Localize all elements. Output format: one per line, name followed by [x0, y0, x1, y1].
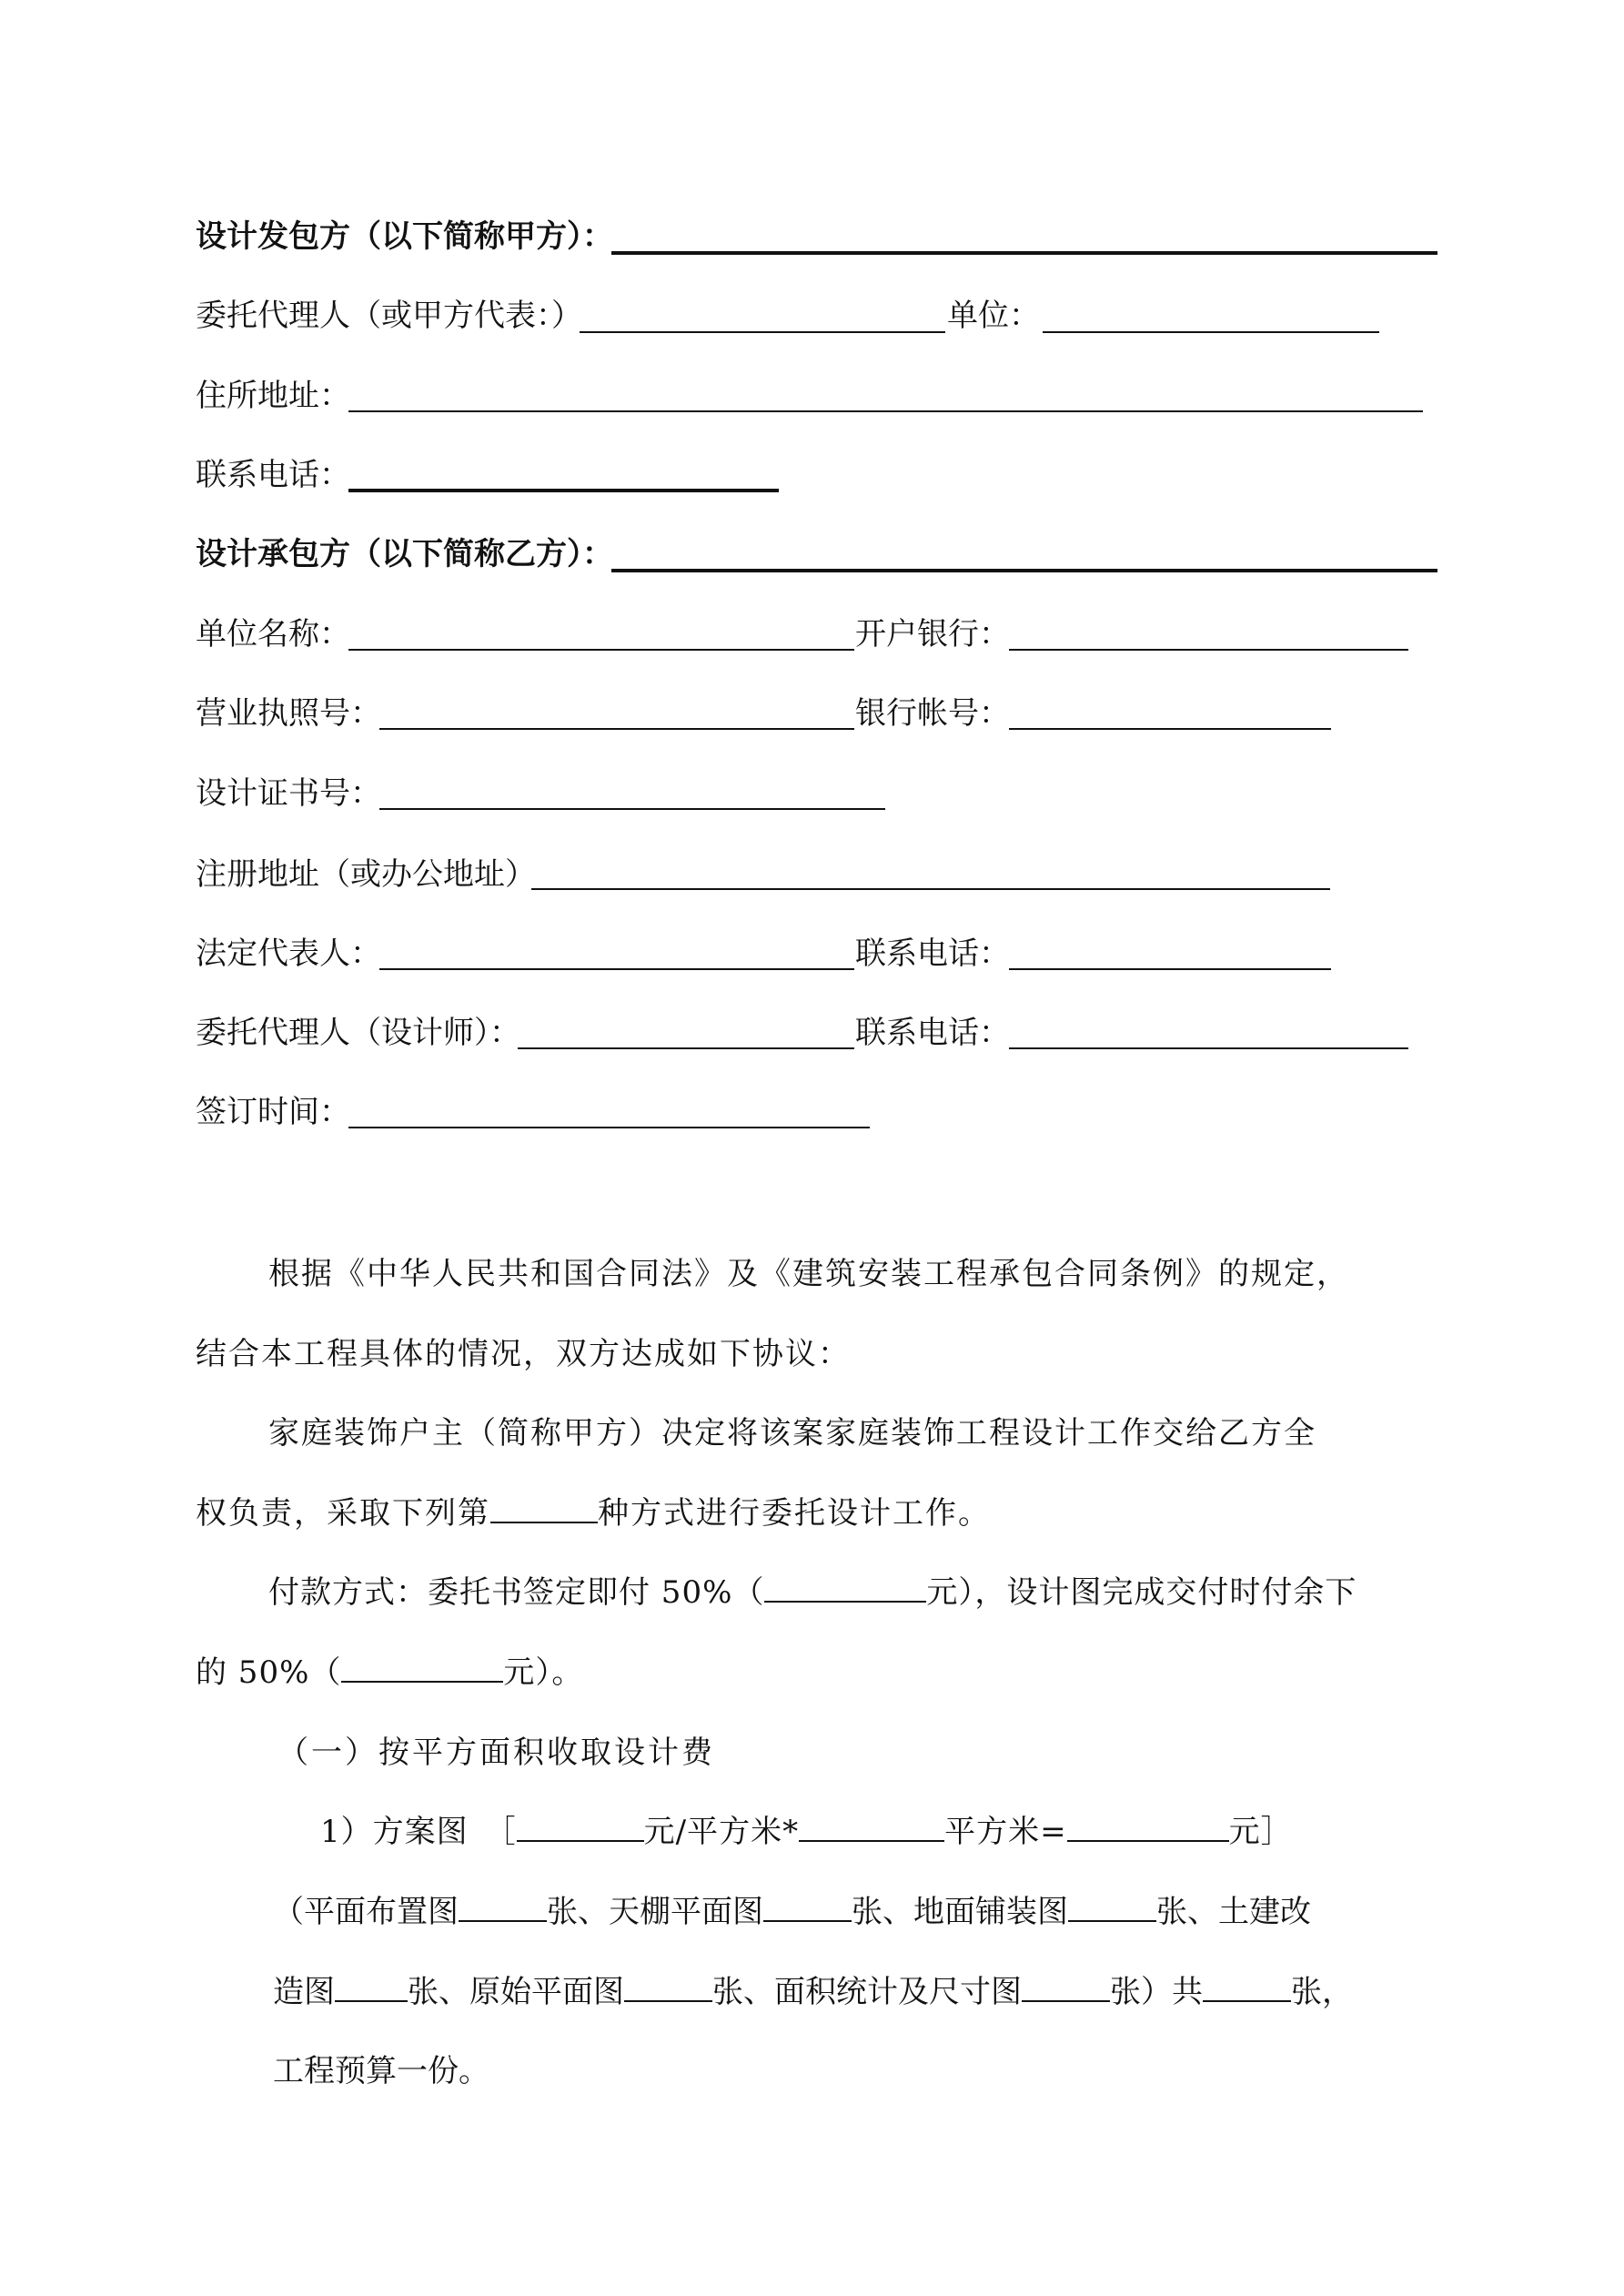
- party-b-designer-field[interactable]: [518, 1047, 854, 1049]
- party-a-address-label: 住所地址：: [196, 378, 350, 414]
- party-b-legal-rep-phone-field[interactable]: [1009, 968, 1331, 970]
- sign-date-row: [196, 1092, 350, 1132]
- payment-line-2: [196, 1653, 583, 1693]
- item-1-text-b: 元/平方米*: [643, 1814, 800, 1850]
- party-b-registered-address-row: [196, 855, 536, 895]
- party-b-company-row: [196, 614, 350, 654]
- item-1-text-a: 1）方案图 ［: [320, 1814, 517, 1850]
- item-1-line: [320, 1812, 1293, 1852]
- party-a-agent-label: 委托代理人（或甲方代表：）: [196, 298, 582, 334]
- paragraph-1-line-1: 根据《中华人民共和国合同法》及《建筑安装工程承包合同条例》的规定，: [268, 1256, 1349, 1292]
- method-number-field[interactable]: [490, 1494, 598, 1523]
- drawings-text: 造图: [273, 1974, 335, 2010]
- party-a-unit-label: 单位：: [947, 298, 1040, 334]
- party-a-phone-field[interactable]: [348, 489, 779, 492]
- party-b-license-row: [196, 693, 381, 733]
- payment-text-a: 付款方式：委托书签定即付 50%（: [268, 1574, 765, 1611]
- paragraph-2-line-2: [196, 1493, 991, 1533]
- paragraph-2-text-b: 种方式进行委托设计工作。: [598, 1495, 991, 1532]
- party-b-designer-row: [196, 1013, 520, 1053]
- party-a-phone-label: 联系电话：: [196, 457, 350, 493]
- drawings-line-3: 工程预算一份。: [273, 2053, 489, 2089]
- item-1-text-c: 平方米=: [944, 1814, 1067, 1850]
- dimension-drawing-count-field[interactable]: [1022, 1973, 1110, 2002]
- layout-plan-count-field[interactable]: [459, 1893, 547, 1922]
- party-b-certificate-label: 设计证书号：: [196, 775, 381, 812]
- payment-text-d: 元）。: [503, 1654, 584, 1691]
- drawings-text: （平面布置图: [273, 1894, 459, 1930]
- drawings-text: 张）共: [1110, 1974, 1203, 2010]
- civil-modification-count-field[interactable]: [335, 1973, 408, 2002]
- payment-text-b: 元），设计图完成交付时付余下: [926, 1574, 1357, 1611]
- party-b-bank-field[interactable]: [1009, 649, 1408, 651]
- party-b-legal-rep-field[interactable]: [379, 968, 854, 970]
- party-b-registered-address-label: 注册地址（或办公地址）: [196, 856, 536, 893]
- party-b-name-field[interactable]: [611, 569, 1437, 572]
- party-b-certificate-row: [196, 774, 381, 814]
- drawings-text: 张，: [1291, 1974, 1353, 2010]
- party-b-designer-label: 委托代理人（设计师）：: [196, 1015, 520, 1051]
- party-a-heading: [196, 217, 613, 257]
- party-b-account-field[interactable]: [1009, 728, 1331, 730]
- payment-line-1: [268, 1573, 1357, 1613]
- area-field[interactable]: [799, 1813, 944, 1842]
- floor-paving-count-field[interactable]: [1068, 1893, 1156, 1922]
- party-a-unit-field[interactable]: [1043, 331, 1379, 333]
- party-b-heading: [196, 534, 613, 574]
- party-a-address-row: [196, 376, 350, 416]
- second-payment-amount-field[interactable]: [341, 1654, 503, 1683]
- drawings-text: 张、地面铺装图: [852, 1894, 1068, 1930]
- drawings-line-2: [273, 1972, 1353, 2012]
- party-b-designer-phone-label: 联系电话：: [855, 1015, 1010, 1051]
- party-b-company-label: 单位名称：: [196, 616, 350, 652]
- party-a-name-field[interactable]: [611, 251, 1437, 255]
- party-a-address-field[interactable]: [348, 410, 1423, 412]
- party-b-registered-address-field[interactable]: [531, 888, 1330, 890]
- party-a-heading-text: 设计发包方（以下简称甲方）：: [196, 218, 613, 255]
- party-b-heading-text: 设计承包方（以下简称乙方）：: [196, 536, 613, 572]
- sign-date-field[interactable]: [348, 1127, 870, 1128]
- first-payment-amount-field[interactable]: [764, 1573, 926, 1603]
- party-b-company-field[interactable]: [348, 649, 854, 651]
- party-b-legal-rep-phone-label: 联系电话：: [855, 936, 1010, 972]
- drawings-line-1: [273, 1892, 1311, 1932]
- party-b-account-label: 银行帐号：: [855, 695, 1010, 732]
- drawings-text: 张、天棚平面图: [547, 1894, 763, 1930]
- total-amount-field[interactable]: [1067, 1813, 1229, 1842]
- paragraph-2-text-a: 权负责，采取下列第: [196, 1495, 490, 1532]
- ceiling-plan-count-field[interactable]: [763, 1893, 852, 1922]
- party-a-agent-row: [196, 296, 582, 336]
- drawings-text: 张、原始平面图: [408, 1974, 624, 2010]
- drawings-text: 张、土建改: [1156, 1894, 1311, 1930]
- party-b-legal-rep-row: [196, 934, 381, 974]
- drawings-text: 张、面积统计及尺寸图: [712, 1974, 1022, 2010]
- party-b-bank-label: 开户银行：: [855, 616, 1010, 652]
- party-a-agent-field[interactable]: [580, 331, 945, 333]
- party-b-certificate-field[interactable]: [379, 808, 885, 810]
- unit-price-field[interactable]: [517, 1813, 644, 1842]
- original-plan-count-field[interactable]: [624, 1973, 712, 2002]
- paragraph-1-line-2: 结合本工程具体的情况，双方达成如下协议：: [196, 1336, 851, 1372]
- party-b-legal-rep-label: 法定代表人：: [196, 936, 381, 972]
- party-b-license-field[interactable]: [379, 728, 854, 730]
- party-b-designer-phone-field[interactable]: [1009, 1047, 1408, 1049]
- total-drawings-count-field[interactable]: [1203, 1973, 1291, 2002]
- sign-date-label: 签订时间：: [196, 1094, 350, 1130]
- section-1-title: （一）按平方面积收取设计费: [277, 1735, 715, 1771]
- payment-text-c: 的 50%（: [196, 1654, 342, 1691]
- paragraph-2-line-1: 家庭装饰户主（简称甲方）决定将该案家庭装饰工程设计工作交给乙方全: [268, 1415, 1316, 1451]
- party-a-phone-row: [196, 455, 350, 495]
- party-b-license-label: 营业执照号：: [196, 695, 381, 732]
- item-1-text-d: 元］: [1228, 1814, 1293, 1850]
